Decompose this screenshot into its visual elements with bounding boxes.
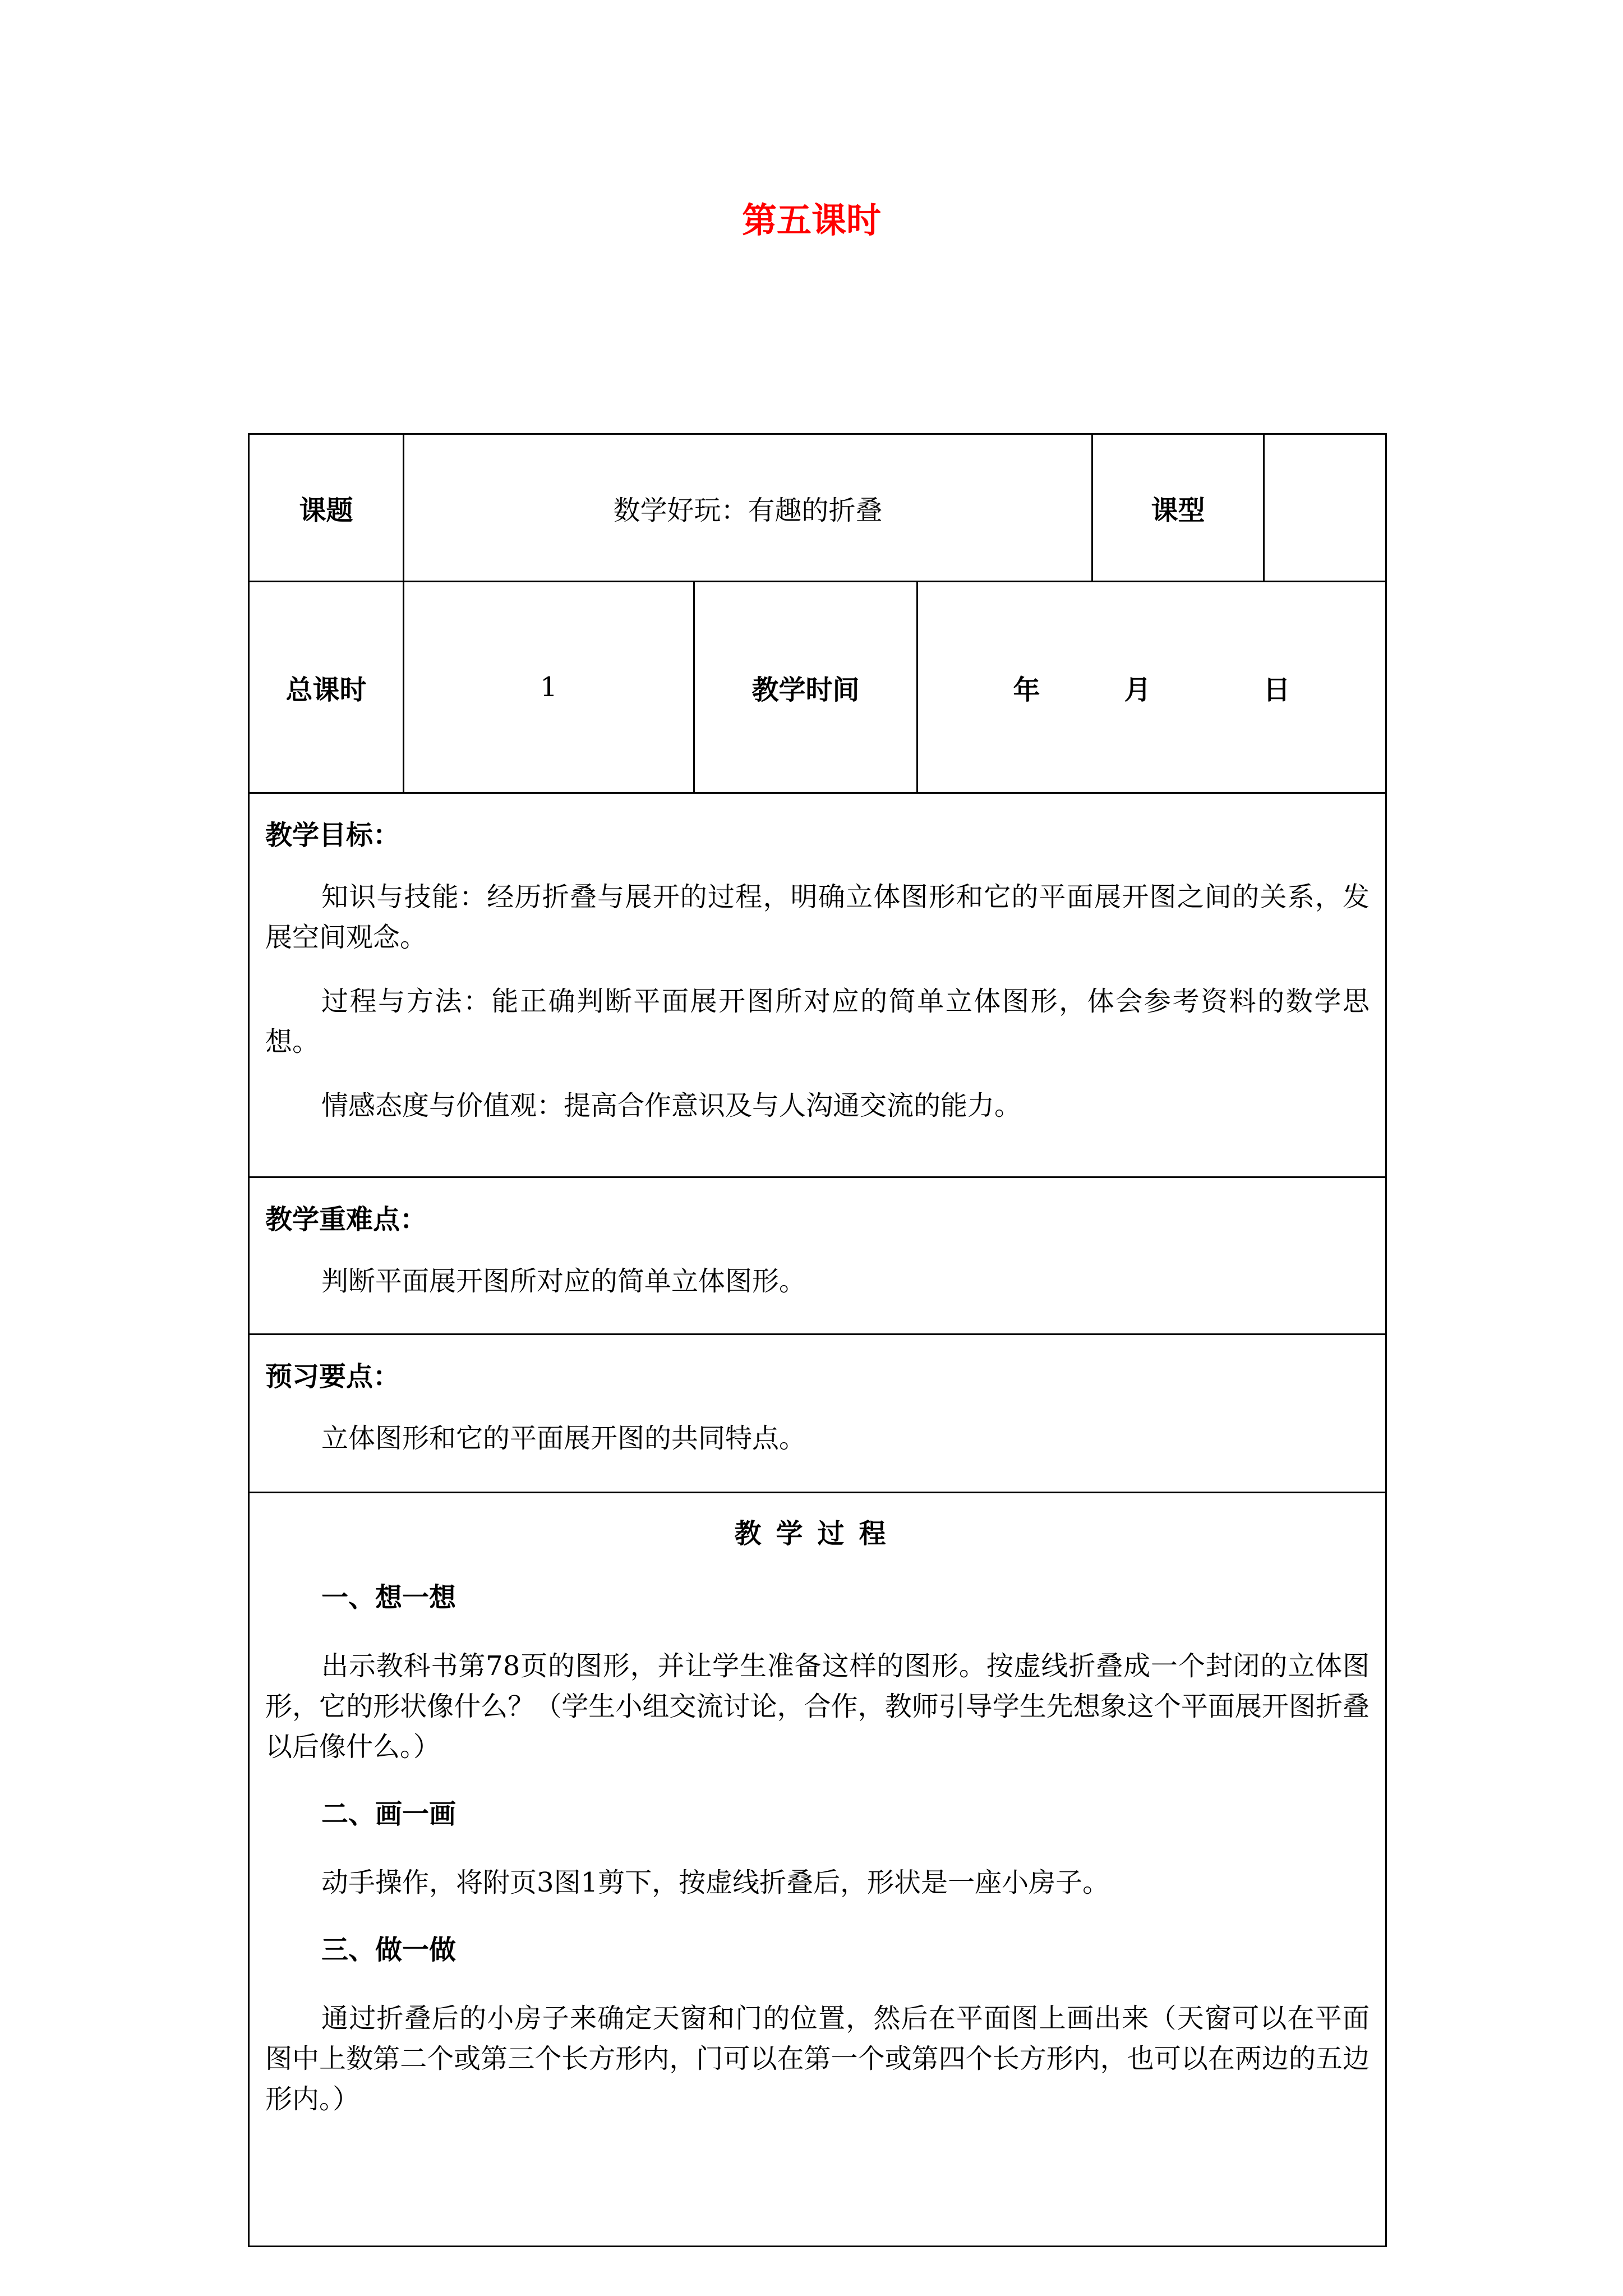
table-row <box>249 434 1386 582</box>
step-3-title: 三、做一做 <box>321 1934 457 1966</box>
month-label: 月 <box>1124 674 1151 706</box>
type-label: 课型 <box>1092 434 1264 582</box>
preview-heading: 预习要点： <box>265 1361 400 1392</box>
table-row <box>249 582 1386 793</box>
topic-value: 数学好玩：有趣的折叠 <box>404 434 1092 582</box>
preview-section <box>249 1335 1386 1493</box>
type-value <box>1264 434 1386 582</box>
page-title: 第五课时 <box>741 200 881 241</box>
key-points-heading: 教学重难点： <box>265 1204 427 1235</box>
process-section <box>249 1493 1386 2247</box>
topic-label: 课题 <box>249 434 404 582</box>
table-row <box>249 1493 1386 2247</box>
table-row <box>249 1335 1386 1493</box>
step-2-title: 二、画一画 <box>321 1798 457 1830</box>
preview-text: 立体图形和它的平面展开图的共同特点。 <box>321 1423 806 1454</box>
teaching-date <box>917 582 1386 793</box>
key-points-section <box>249 1177 1386 1335</box>
periods-label: 总课时 <box>249 582 404 793</box>
objective-process: 过程与方法：能正确判断平面展开图所对应的简单立体图形，体会参考资料的数学思想。 <box>265 986 1370 1057</box>
table-row <box>249 1177 1386 1335</box>
time-label: 教学时间 <box>694 582 917 793</box>
objective-attitude: 情感态度与价值观：提高合作意识及与人沟通交流的能力。 <box>321 1090 1022 1121</box>
process-heading: 教学过程 <box>734 1518 901 1549</box>
periods-value: 1 <box>404 582 694 793</box>
objectives-heading: 教学目标： <box>265 820 400 851</box>
year-label: 年 <box>1013 674 1040 706</box>
key-points-text: 判断平面展开图所对应的简单立体图形。 <box>321 1266 806 1297</box>
step-2-text: 动手操作，将附页3图1剪下，按虚线折叠后，形状是一座小房子。 <box>321 1867 1110 1898</box>
step-3-text: 通过折叠后的小房子来确定天窗和门的位置，然后在平面图上画出来（天窗可以在平面图中上数第二个或第三个长方形内，门可以在第一个或第四个长方形内，也可以在两边的五边形内。） <box>265 2003 1370 2115</box>
objectives-section <box>249 793 1386 1177</box>
lesson-plan-table <box>248 433 1387 2247</box>
step-1-title: 一、想一想 <box>321 1582 457 1613</box>
table-row <box>249 793 1386 1177</box>
day-label: 日 <box>1263 674 1290 706</box>
step-1-text: 出示教科书第78页的图形，并让学生准备这样的图形。按虚线折叠成一个封闭的立体图形，它的形状像什么？（学生小组交流讨论，合作，教师引导学生先想象这个平面展开图折叠以后像什么。） <box>265 1650 1370 1763</box>
objective-knowledge: 知识与技能：经历折叠与展开的过程，明确立体图形和它的平面展开图之间的关系，发展空间观念。 <box>265 881 1370 953</box>
